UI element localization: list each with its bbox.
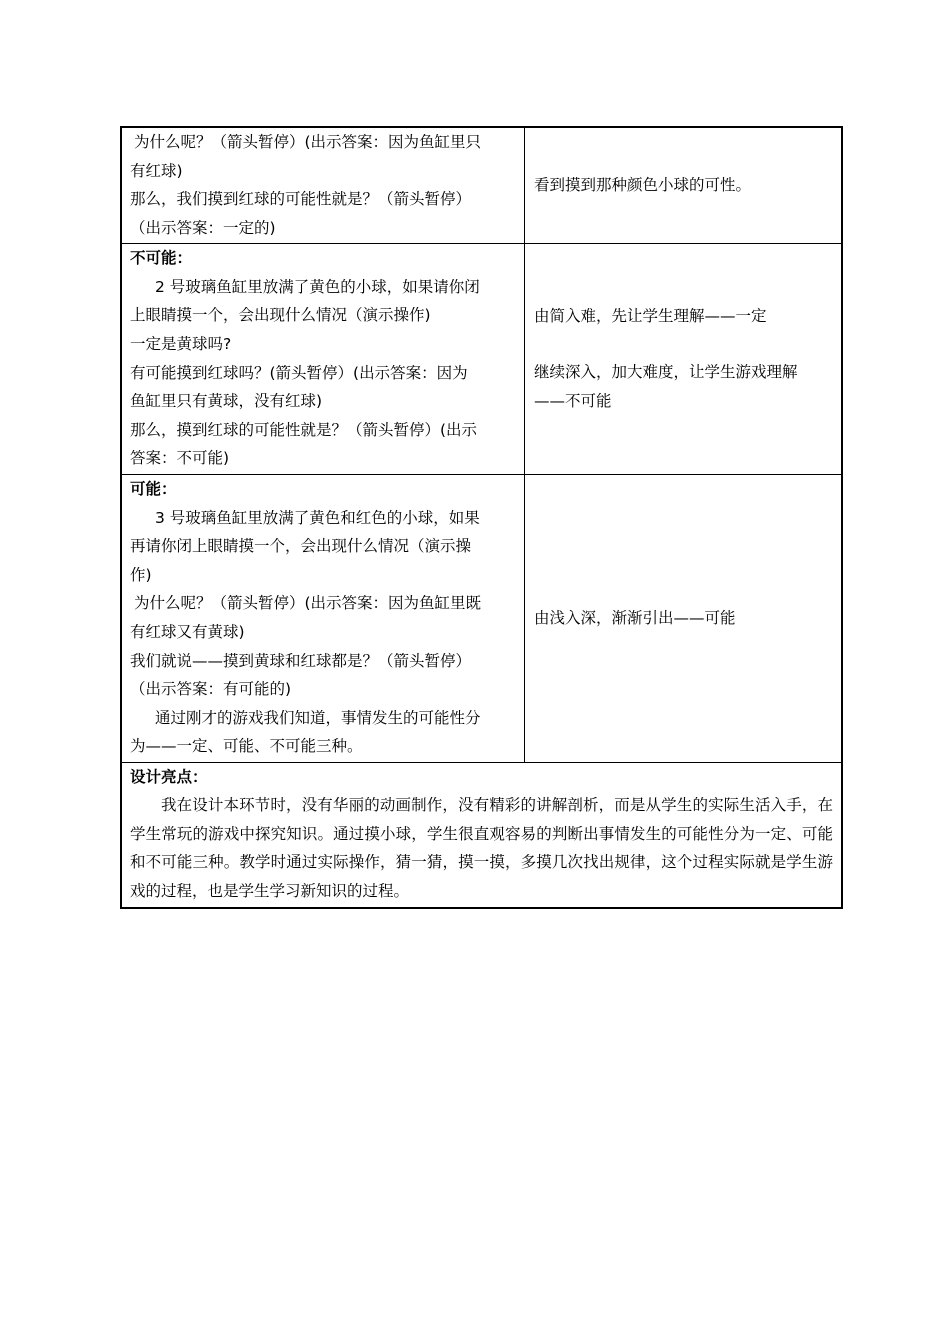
text-line: 一定是黄球吗? [130,334,232,353]
teacher-activity-cell [121,127,525,243]
text-line: 鱼缸里只有黄球，没有红球) [130,392,323,411]
text-line: 那么，我们摸到红球的可能性就是？（箭头暂停） [130,190,472,209]
section-heading: 不可能： [130,249,193,268]
section-heading: 可能： [130,480,177,499]
text-line: 3 号玻璃鱼缸里放满了黄色和红色的小球，如果 [155,508,480,527]
text-line: 有红球又有黄球) [130,623,245,641]
table-row [121,127,842,243]
text-line: （出示答案：一定的) [130,218,276,237]
design-intent-cell [525,127,843,243]
text-line: 我们就说——摸到黄球和红球都是？（箭头暂停） [130,651,472,670]
section-heading: 设计亮点： [130,767,208,786]
text-line: 上眼睛摸一个，会出现什么情况（演示操作) [130,306,431,325]
text-line: （出示答案：有可能的) [130,680,292,699]
text-line: 2 号玻璃鱼缸里放满了黄色的小球，如果请你闭 [155,277,480,296]
text-line: ——不可能 [534,391,612,410]
text-line: 由浅入深，渐渐引出——可能 [534,608,736,627]
highlights-paragraph: 我在设计本环节时，没有华丽的动画制作，没有精彩的讲解剖析，而是从学生的实际生活入手，在学生常玩的游戏中探究知识。通过摸小球，学生很直观容易的判断出事情发生的可能性分为一定、可能和不可能三种。教学时通过实际操作，猜一猜，摸一摸，多摸几次找出规律，这个过程实际就是学生游戏的过程，也是学生学习新知识的过程。 [130,796,833,900]
text-line: 为什么呢？（箭头暂停）(出示答案：因为鱼缸里既 [134,594,482,613]
text-line: 为什么呢？（箭头暂停）(出示答案：因为鱼缸里只 [134,133,482,152]
text-line: 为——一定、可能、不可能三种。 [130,737,363,756]
lesson-design-table [120,126,843,909]
text-line: 作) [130,565,152,584]
text-line: 继续深入，加大难度，让学生游戏理解 [534,363,798,382]
table-row [121,474,842,762]
table-row [121,762,842,908]
text-line: 那么，摸到红球的可能性就是？（箭头暂停）(出示 [130,420,478,439]
design-intent-cell [525,474,843,762]
design-highlights-cell [121,762,842,908]
teacher-activity-cell [121,474,525,762]
text-line: 有红球) [130,161,183,180]
text-line: 有可能摸到红球吗？(箭头暂停）(出示答案：因为 [130,363,468,382]
teacher-activity-cell [121,243,525,474]
text-line: 答案：不可能) [130,449,230,468]
design-intent-cell [525,243,843,474]
text-line: 通过刚才的游戏我们知道，事情发生的可能性分 [155,708,481,727]
text-line: 由简入难，先让学生理解——一定 [534,306,767,325]
text-line: 再请你闭上眼睛摸一个，会出现什么情况（演示操 [130,537,472,556]
text-line: 看到摸到那种颜色小球的可性。 [534,175,752,194]
table-row [121,243,842,474]
